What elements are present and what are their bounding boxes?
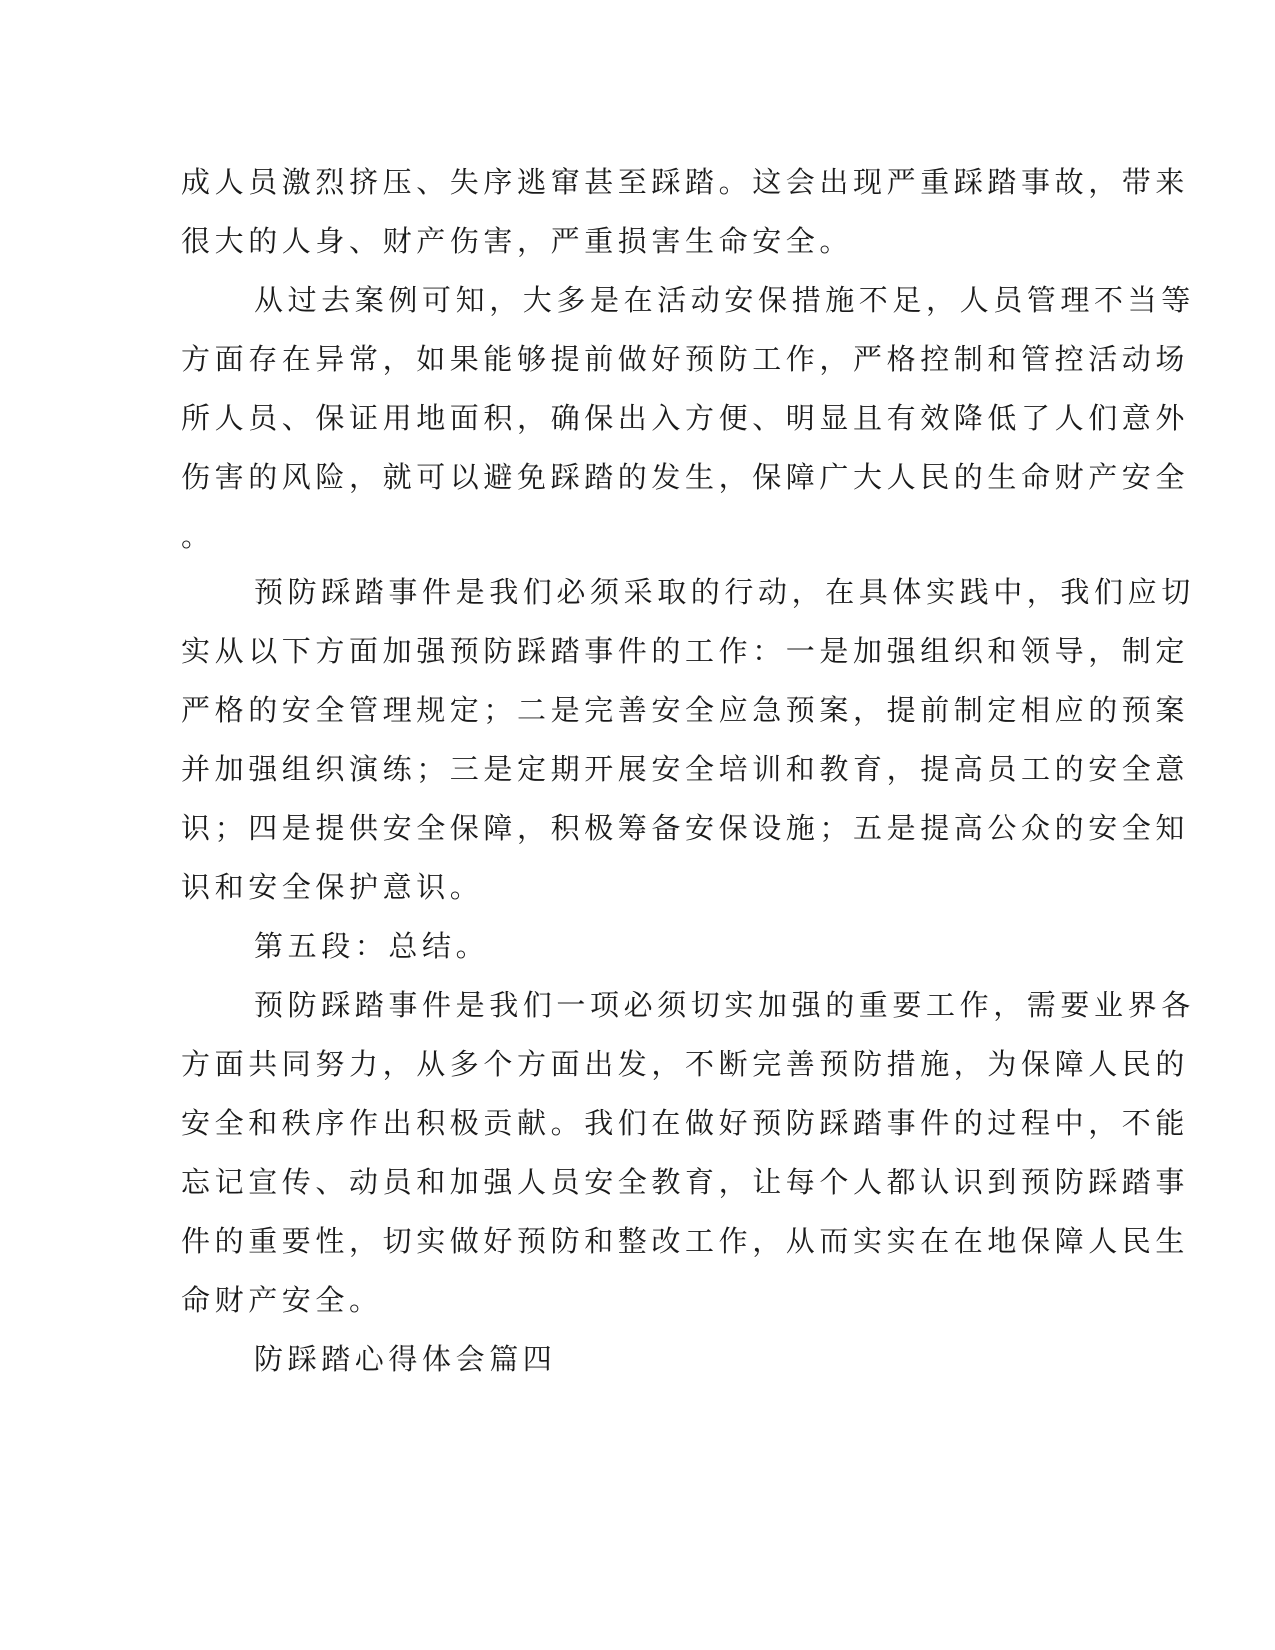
paragraph-1-line-1: 成人员激烈挤压、失序逃窜甚至踩踏。这会出现严重踩踏事故，带来 — [181, 165, 1190, 199]
paragraph-2-line-3: 所人员、保证用地面积，确保出入方便、明显且有效降低了人们意外 — [181, 401, 1190, 435]
paragraph-4-line-1: 预防踩踏事件是我们一项必须切实加强的重要工作，需要业界各 — [254, 988, 1195, 1022]
paragraph-1-line-2: 很大的人身、财产伤害，严重损害生命安全。 — [181, 224, 854, 258]
paragraph-3-line-4: 并加强组织演练；三是定期开展安全培训和教育，提高员工的安全意 — [181, 752, 1190, 786]
paragraph-2-line-2: 方面存在异常，如果能够提前做好预防工作，严格控制和管控活动场 — [181, 342, 1190, 376]
paragraph-4-line-2: 方面共同努力，从多个方面出发，不断完善预防措施，为保障人民的 — [181, 1047, 1190, 1081]
paragraph-4-line-5: 件的重要性，切实做好预防和整改工作，从而实实在在地保障人民生 — [181, 1224, 1190, 1258]
paragraph-2-line-5: 。 — [181, 519, 215, 553]
paragraph-3-line-2: 实从以下方面加强预防踩踏事件的工作：一是加强组织和领导，制定 — [181, 634, 1190, 668]
paragraph-3-line-3: 严格的安全管理规定；二是完善安全应急预案，提前制定相应的预案 — [181, 693, 1190, 727]
paragraph-3-line-6: 识和安全保护意识。 — [181, 870, 484, 904]
paragraph-3-line-5: 识；四是提供安全保障，积极筹备安保设施；五是提高公众的安全知 — [181, 811, 1190, 845]
paragraph-4-line-4: 忘记宣传、动员和加强人员安全教育，让每个人都认识到预防踩踏事 — [181, 1165, 1190, 1199]
paragraph-4-line-6: 命财产安全。 — [181, 1283, 383, 1317]
paragraph-4-line-3: 安全和秩序作出积极贡献。我们在做好预防踩踏事件的过程中，不能 — [181, 1106, 1190, 1140]
paragraph-3-line-1: 预防踩踏事件是我们必须采取的行动，在具体实践中，我们应切 — [254, 575, 1195, 609]
section-heading: 第五段：总结。 — [254, 929, 490, 963]
paragraph-2-line-4: 伤害的风险，就可以避免踩踏的发生，保障广大人民的生命财产安全 — [181, 460, 1190, 494]
next-chapter-title: 防踩踏心得体会篇四 — [254, 1342, 557, 1376]
paragraph-2-line-1: 从过去案例可知，大多是在活动安保措施不足，人员管理不当等 — [254, 283, 1195, 317]
